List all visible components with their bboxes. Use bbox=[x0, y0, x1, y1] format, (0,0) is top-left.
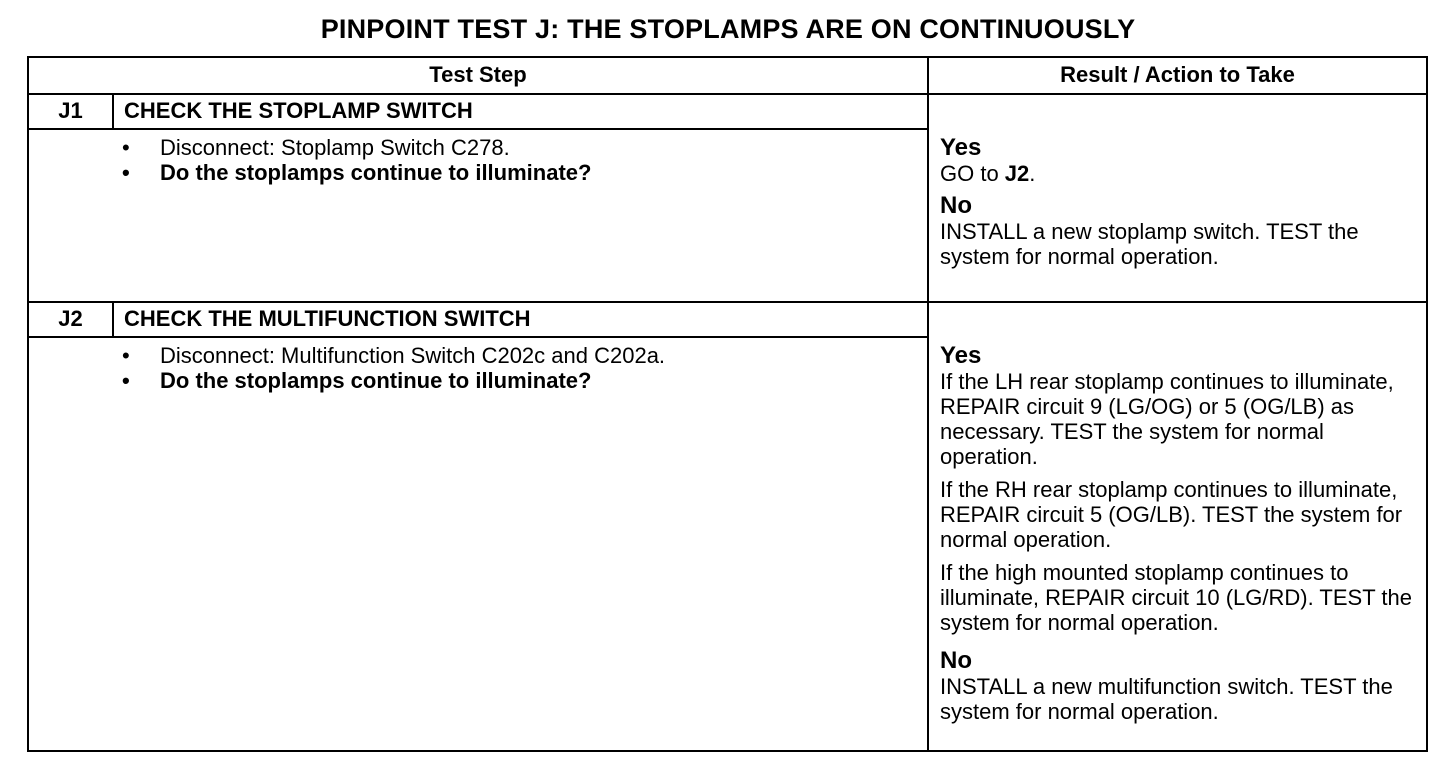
step-question-j1: • Do the stoplamps continue to illuminate? bbox=[122, 160, 912, 185]
step-divider bbox=[29, 301, 1426, 303]
step-id-j1: J1 bbox=[58, 98, 83, 123]
step-title-j2: CHECK THE MULTIFUNCTION SWITCH bbox=[124, 306, 531, 331]
step-title-j1: CHECK THE STOPLAMP SWITCH bbox=[124, 98, 473, 123]
step-body-j2 bbox=[122, 343, 912, 393]
step-action-j1: • Disconnect: Stoplamp Switch C278. bbox=[122, 135, 912, 160]
yes-paragraph-3: If the high mounted stoplamp continues to illuminate, REPAIR circuit 10 (LG/RD). TEST the system for normal operation. bbox=[940, 560, 1412, 635]
yes-text-j1: GO to J2. bbox=[940, 161, 1036, 186]
header-result: Result / Action to Take bbox=[1060, 62, 1295, 87]
step-id-j2: J2 bbox=[58, 306, 83, 331]
no-text-j1: INSTALL a new stoplamp switch. TEST the system for normal operation. bbox=[940, 219, 1359, 269]
yes-label-j1: Yes bbox=[940, 134, 982, 161]
step-id-divider-j2 bbox=[112, 301, 114, 338]
pinpoint-test-table bbox=[27, 56, 1428, 752]
goto-step-link: J2 bbox=[1004, 161, 1030, 186]
yes-paragraph-2: If the RH rear stoplamp continues to illuminate, REPAIR circuit 5 (OG/LB). TEST the system for normal operation. bbox=[940, 477, 1403, 552]
result-j2 bbox=[940, 342, 1420, 724]
page-title: PINPOINT TEST J: THE STOPLAMPS ARE ON CONTINUOUSLY bbox=[320, 14, 1136, 44]
step-body-j1 bbox=[122, 135, 912, 185]
yes-label-j2: Yes bbox=[940, 342, 982, 369]
step-title-divider-j1 bbox=[29, 128, 927, 130]
step-title-divider-j2 bbox=[29, 336, 927, 338]
no-text-j2: INSTALL a new multifunction switch. TEST the system for normal operation. bbox=[940, 674, 1393, 724]
header-divider bbox=[29, 93, 1426, 95]
step-question-j2: • Do the stoplamps continue to illuminate? bbox=[122, 368, 912, 393]
header-test-step: Test Step bbox=[429, 62, 527, 87]
column-divider bbox=[927, 58, 929, 750]
no-label-j2: No bbox=[940, 647, 972, 674]
no-label-j1: No bbox=[940, 192, 972, 219]
step-action-j2: • Disconnect: Multifunction Switch C202c and C202a. bbox=[122, 343, 912, 368]
step-id-divider-j1 bbox=[112, 93, 114, 130]
yes-paragraph-1: If the LH rear stoplamp continues to illuminate, REPAIR circuit 9 (LG/OG) or 5 (OG/LB) as necessary. TEST the system for normal operation. bbox=[940, 369, 1394, 469]
result-j1 bbox=[940, 134, 1420, 269]
